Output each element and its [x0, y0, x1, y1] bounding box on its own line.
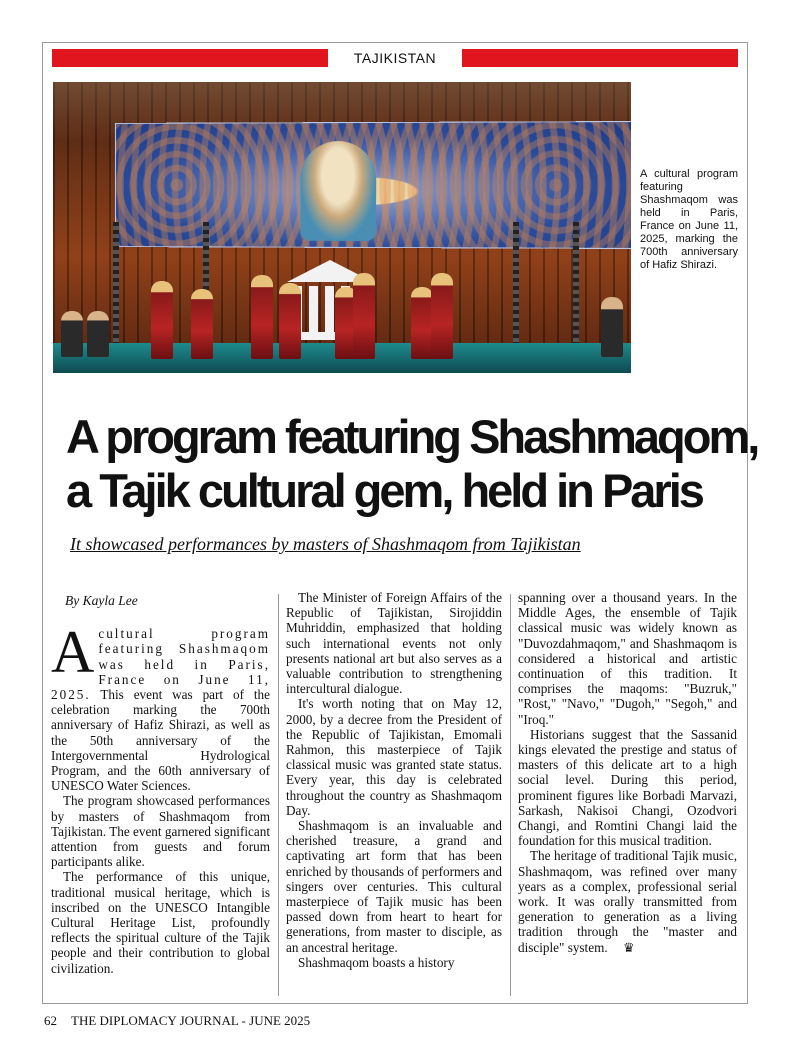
- subheadline: It showcased performances by masters of Shashmaqom from Tajikistan: [70, 534, 581, 554]
- dancer-figure: [251, 275, 273, 359]
- paragraph: [518, 848, 737, 954]
- paragraph: Shashmaqom boasts a history: [298, 954, 455, 970]
- musician-figure: [61, 311, 83, 357]
- paragraph: The program showcased performances by masters of Shashmaqom from Tajikistan. The event garnered significant attention from guests and forum participants alike.: [51, 793, 270, 870]
- dancer-figure: [191, 289, 213, 359]
- paragraph: spanning over a thousand years. In the Middle Ages, the ensemble of Tajik classical music was widely known as "Duvozdahmaqom," and Shashmaqom is considered a historical and artistic continuation of this tradition. It comprises the maqoms: "Buzruk," "Rost," "Navo," "Dugoh," "Segoh," and "Iroq.": [518, 590, 737, 727]
- section-header: [52, 49, 738, 67]
- portrait-image: [300, 141, 376, 241]
- paragraph-text: The heritage of traditional Tajik music, Shashmaqom, was refined over many years as a complex, professional serial work. It was orally transmitted from generation to generation as a living tradition through the "master and disciple" system.: [518, 848, 737, 955]
- lead-text: cultural program featuring Shashmaqom was held in Paris, France on June 11, 2025.: [51, 626, 270, 703]
- paragraph: It's worth noting that on May 12, 2000, by a decree from the President of the Republic of Tajikistan, Emomali Rahmon, this masterpiece of Tajik classical music was granted state status. Every year, this day is celebrated throughout the country as Shashmaqom Day.: [286, 696, 502, 818]
- paragraph: Historians suggest that the Sassanid kings elevated the prestige and status of masters of this delicate art to a high social level. During this period, prominent figures like Borbadi Marvazi, Sarkash, Nakisoi Changi, Ozodvori Changi, and Romtini Changi laid the foundation for this musical tradition.: [518, 726, 737, 849]
- musician-figure: [87, 311, 109, 357]
- dancer-figure: [279, 283, 301, 359]
- end-mark-icon: ♛: [622, 939, 635, 955]
- paragraph: [51, 619, 270, 794]
- paragraph: The Minister of Foreign Affairs of the Republic of Tajikistan, Sirojiddin Muhriddin, emphasized that holding such international events not only presents national art but also serves as a valuable contribution to strengthening intercultural dialogue.: [286, 590, 502, 697]
- headline-line-1: A program featuring Shashmaqom,: [66, 410, 758, 463]
- headline: [66, 410, 758, 518]
- dancer-figure: [431, 273, 453, 359]
- column-rule: [278, 594, 279, 996]
- page-number: 62: [44, 1013, 57, 1028]
- dancer-figure: [411, 287, 433, 359]
- paragraph: Shashmaqom is an invaluable and cherished treasure, a grand and captivating art form that has been enriched by thousands of performers and singers over centuries. This cultural masterpiece of Tajik music has been passed down from heart to heart for generations, from master to disciple, as an ancestral heritage.: [286, 818, 502, 955]
- article-photo: [53, 82, 631, 373]
- section-bar-right: [462, 49, 738, 67]
- paragraph-text: This event was part of the celebration marking the 700th anniversary of Hafiz Shirazi, as well as the 50th anniversary of the Intergovernmental Hydrological Program, and the 60th anniversary of UNESCO Water Sciences.: [51, 687, 270, 794]
- page-footer: [44, 1013, 310, 1029]
- column-rule: [510, 594, 511, 996]
- section-bar-left: [52, 49, 328, 67]
- byline: By Kayla Lee: [65, 593, 138, 608]
- headline-line-2: a Tajik cultural gem, held in Paris: [66, 464, 702, 517]
- dancer-figure: [353, 273, 375, 359]
- photo-caption: A cultural program featuring Shashmaqom was held in Paris, France on June 11, 2025, marking the 700th anniversary of Hafiz Shirazi.: [640, 168, 738, 271]
- section-label: TAJIKISTAN: [353, 50, 437, 66]
- musician-figure: [601, 297, 623, 357]
- dancer-figure: [151, 281, 173, 359]
- article-column-2: [286, 590, 502, 970]
- article-column-3: [518, 590, 737, 955]
- projection-screen: [115, 121, 631, 249]
- drop-cap: A: [51, 619, 95, 686]
- paragraph: The performance of this unique, traditional musical heritage, which is inscribed on the UNESCO Intangible Cultural Heritage List, profoundly reflects the spiritual culture of the Tajik people and their contribution to global civilization.: [51, 869, 270, 976]
- article-column-1: [51, 590, 270, 976]
- publication-name: THE DIPLOMACY JOURNAL - JUNE 2025: [71, 1013, 311, 1028]
